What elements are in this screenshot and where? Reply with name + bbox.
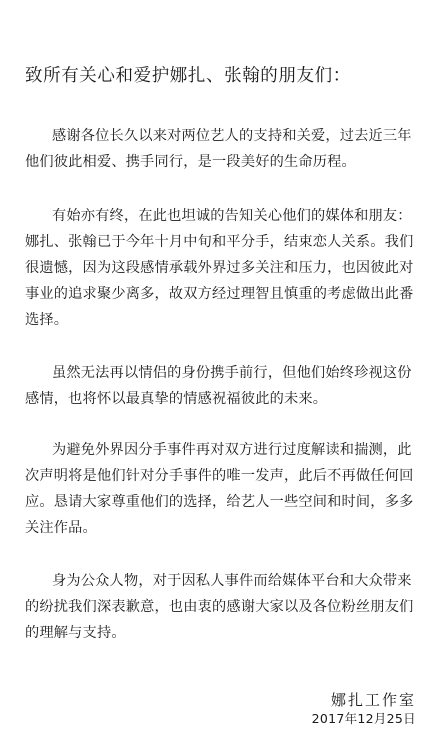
paragraph-line: 感谢各位长久以来对两位艺人的支持和关爱，过去近三年 — [52, 128, 412, 144]
paragraph-apology — [25, 568, 414, 646]
paragraph-line: 为避免外界因分手事件再对双方进行过度解读和揣测，此 — [52, 442, 412, 458]
paragraph-line: 的纷扰我们深表歉意，也由衷的感谢大家以及各位粉丝朋友们 — [25, 599, 414, 615]
paragraph-gratitude — [25, 123, 412, 175]
paragraph-line: 他们彼此相爱、携手同行，是一段美好的生命历程。 — [25, 154, 356, 170]
paragraph-blessing — [25, 360, 412, 412]
paragraph-line: 感情，也将怀以最真挚的情感祝福彼此的未来。 — [25, 391, 328, 407]
paragraph-line: 娜扎、张翰已于今年十月中旬和平分手，结束恋人关系。我们 — [25, 234, 414, 250]
paragraph-line: 很遗憾，因为这段感情承载外界过多关注和压力，也因彼此对 — [25, 260, 414, 276]
paragraph-line: 有始亦有终，在此也坦诚的告知关心他们的媒体和朋友： — [52, 208, 412, 224]
signature-name: 娜扎工作室 — [330, 691, 416, 709]
paragraph-line: 虽然无法再以情侣的身份携手前行，但他们始终珍视这份 — [52, 365, 412, 381]
paragraph-breakup-announcement — [25, 203, 414, 333]
letter-salutation: 致所有关心和爱护娜扎、张翰的朋友们： — [25, 66, 351, 86]
paragraph-request-privacy — [25, 437, 414, 541]
signature-date: 2017年12月25日 — [311, 711, 416, 726]
paragraph-line: 事业的追求聚少离多，故双方经过理智且慎重的考虑做出此番 — [25, 286, 414, 302]
paragraph-line: 的理解与支持。 — [25, 625, 126, 641]
paragraph-line: 身为公众人物，对于因私人事件而给媒体平台和大众带来 — [52, 573, 412, 589]
paragraph-line: 关注作品。 — [25, 520, 97, 536]
paragraph-line: 次声明将是他们针对分手事件的唯一发声，此后不再做任何回 — [25, 468, 414, 484]
paragraph-line: 选择。 — [25, 312, 69, 328]
paragraph-line: 应。恳请大家尊重他们的选择，给艺人一些空间和时间，多多 — [25, 494, 414, 510]
signature-block — [312, 690, 416, 728]
